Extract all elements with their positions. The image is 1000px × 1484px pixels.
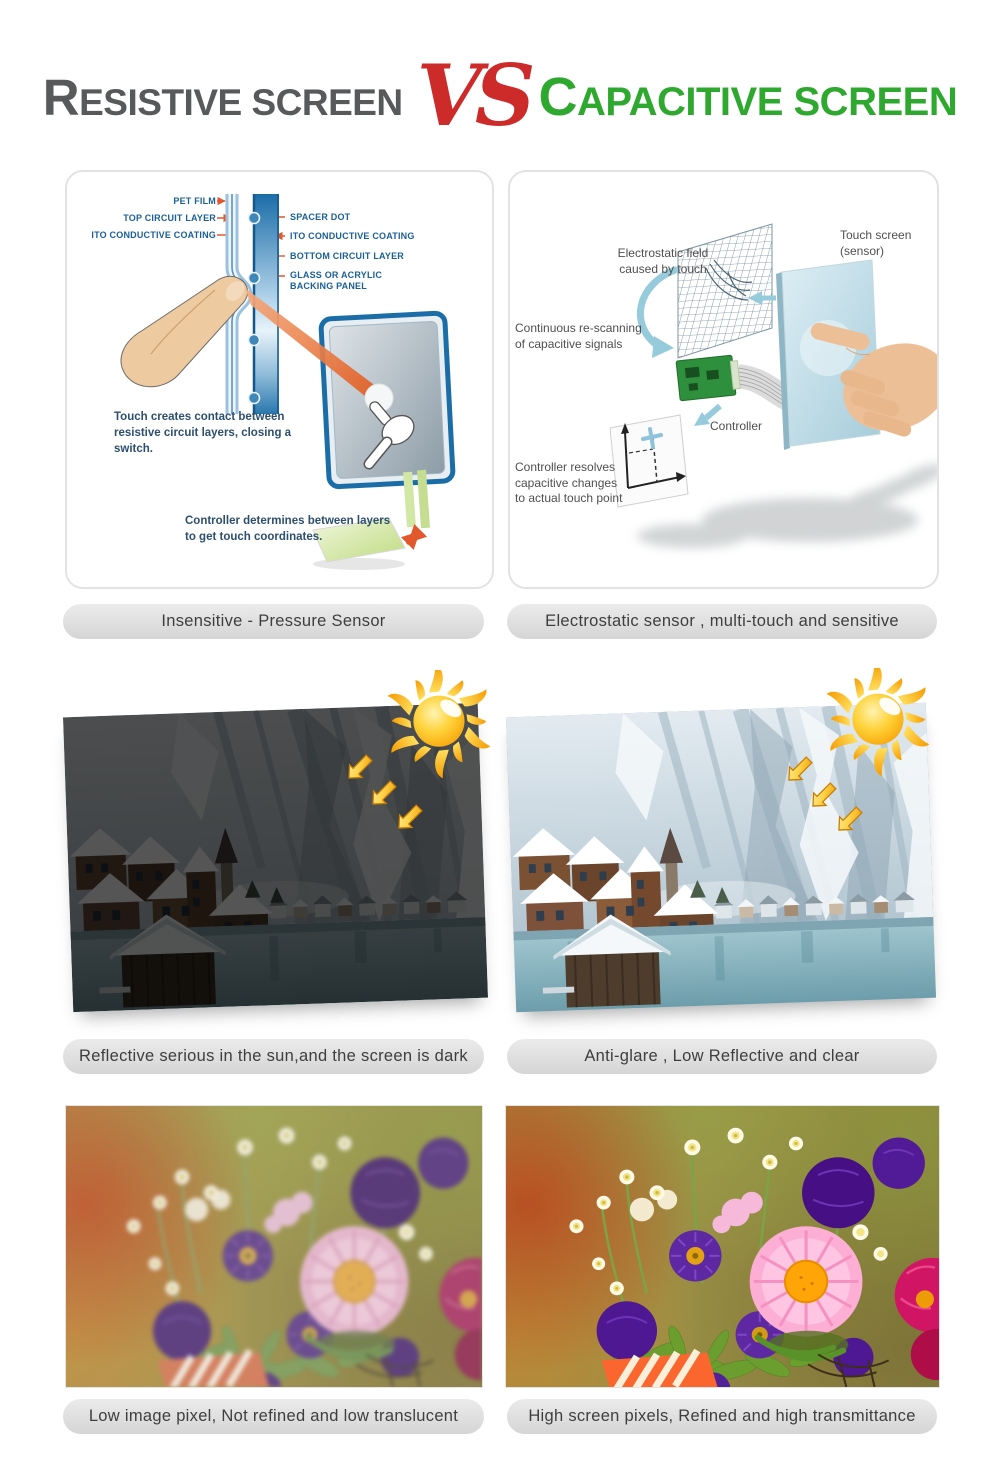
label-top-circuit-layer: TOP CIRCUIT LAYER — [123, 213, 216, 223]
note-touch-contact: Touch creates contact between resistive circuit layers, closing a switch. — [114, 411, 292, 456]
sun-icon — [378, 670, 496, 788]
caption-resistive-pixels — [63, 1399, 484, 1434]
caption-text: Insensitive - Pressure Sensor — [161, 612, 386, 630]
caption-resistive-sunlight — [63, 1039, 484, 1074]
sharp-flower-scene — [506, 1106, 939, 1387]
caption-capacitive-pixels — [507, 1399, 937, 1434]
big-pink-aster — [750, 1226, 863, 1336]
caption-resistive-sensor — [63, 604, 484, 639]
note-controller-coordinates: Controller determines between layers to get touch coordinates. — [185, 515, 391, 544]
sun-icon — [817, 668, 935, 786]
capacitive-pixel-photo — [505, 1105, 940, 1388]
label-ito-coating-left: ITO CONDUCTIVE COATING — [91, 230, 216, 240]
label-touch-screen-sensor: Touch screen (sensor) — [840, 228, 912, 258]
label-ito-coating-right: ITO CONDUCTIVE COATING — [290, 231, 415, 241]
label-spacer-dot: SPACER DOT — [290, 212, 351, 222]
label-controller: Controller — [710, 419, 763, 433]
title-resistive: RESISTIVE SCREEN — [42, 69, 403, 126]
title-vs: VS — [416, 46, 529, 145]
caption-text: Low image pixel, Not refined and low translucent — [88, 1407, 459, 1425]
label-continuous-rescanning: Continuous re-scanning of capacitive signals — [515, 321, 642, 351]
caption-text: High screen pixels, Refined and high transmittance — [528, 1407, 916, 1425]
flower-illustration — [506, 1106, 939, 1387]
label-glass-backing: GLASS OR ACRYLIC BACKING PANEL — [290, 270, 383, 292]
caption-text: Reflective serious in the sun,and the screen is dark — [79, 1047, 468, 1065]
caption-text: Anti-glare , Low Reflective and clear — [584, 1047, 860, 1065]
sunlight-arrow-icon — [833, 804, 865, 836]
resistive-sunlight-photo — [60, 682, 490, 1027]
page-title — [0, 46, 1000, 145]
capacitive-sunlight-photo — [503, 682, 940, 1027]
caption-text: Electrostatic sensor , multi-touch and sensitive — [545, 612, 899, 630]
magenta-asters — [895, 1258, 939, 1380]
label-pet-film: PET FILM — [173, 196, 216, 206]
label-bottom-circuit-layer: BOTTOM CIRCUIT LAYER — [290, 251, 405, 261]
sunlight-arrow-icon — [393, 802, 425, 834]
caption-capacitive-sensor — [507, 604, 937, 639]
title-capacitive: CAPACITIVE SCREEN — [538, 67, 958, 127]
label-electrostatic-field: Electrostatic field caused by touch — [617, 246, 709, 276]
pink-cluster — [712, 1192, 762, 1233]
note-controller-resolves: Controller resolves capacitive changes to actual touch point — [515, 460, 623, 506]
resistive-diagram-panel — [65, 170, 494, 589]
washout-overlay — [66, 1106, 482, 1387]
capacitive-diagram-panel — [508, 170, 939, 589]
caption-capacitive-sunlight — [507, 1039, 937, 1074]
resistive-pixel-photo — [65, 1105, 483, 1388]
